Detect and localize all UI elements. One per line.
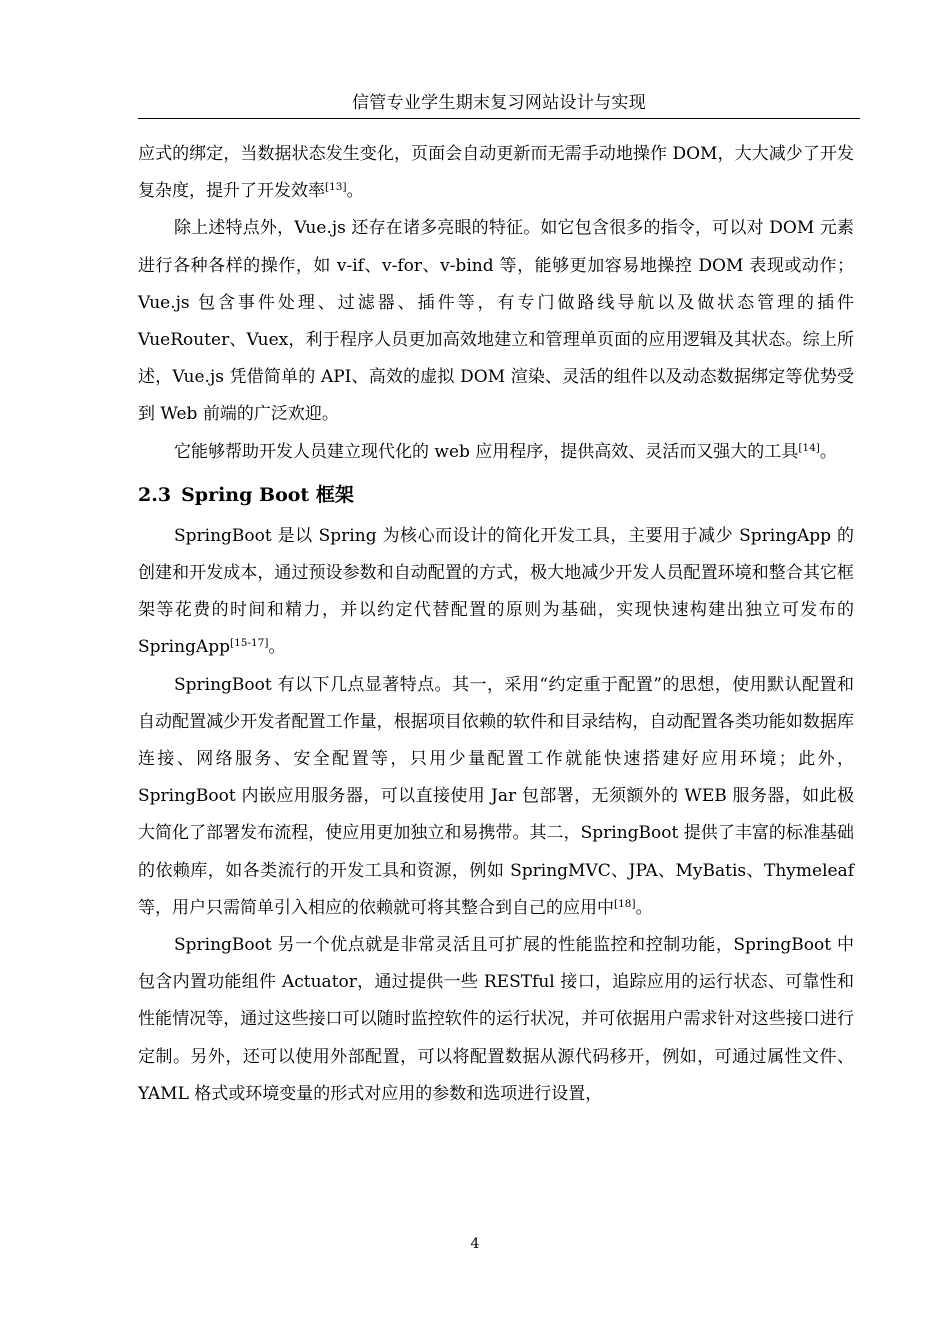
paragraph-vue-summary [138, 434, 854, 471]
section-title-zh: 框架 [315, 483, 354, 506]
paragraph-end: 。 [268, 637, 286, 658]
paragraph-text: SpringBoot 有以下几点显著特点。其一，采用“约定重于配置”的思想，使用默认配置和自动配置减少开发者配置工作量，根据项目依赖的软件和目录结构，自动配置各类功能如数据库连接、网络服务、安全配置等，只用少量配置工作就能快速搭建好应用环境；此外，SpringBoot 内嵌应用服务器，可以直接使用 Jar 包部署，无须额外的 WEB 服务器，如此极大简化了部署发布流程，使应用更加独立和易携带。其二，SpringBoot 提供了丰富的标准基础的依赖库，如各类流行的开发工具和资源，例如 SpringMVC、JPA、MyBatis、Thymeleaf 等，用户只需简单引入相应的依赖就可将其整合到自己的应用中 [138, 674, 854, 918]
paragraph-end: 。 [635, 897, 653, 918]
paragraph-text: SpringBoot 是以 Spring 为核心而设计的简化开发工具，主要用于减少 SpringApp 的创建和开发成本，通过预设参数和自动配置的方式，极大地减少开发人员配置环境和整合其它框架等花费的时间和精力，并以约定代替配置的原则为基础，实现快速构建出独立可发布的 SpringApp [138, 525, 854, 658]
paragraph-vue-binding-continued [138, 136, 854, 210]
paragraph-vue-features: 除上述特点外，Vue.js 还存在诸多亮眼的特征。如它包含很多的指令，可以对 DOM 元素进行各种各样的操作，如 v-if、v-for、v-bind 等，能够更加容易地操控 DOM 表现或动作；Vue.js 包含事件处理、过滤器、插件等，有专门做路线导航以及做状态管理的插件 VueRouter、Vuex，利于程序人员更加高效地建立和管理单页面的应用逻辑及其状态。综上所述，Vue.js 凭借简单的 API、高效的虚拟 DOM 渲染、灵活的组件以及动态数据绑定等优势受到 Web 前端的广泛欢迎。 [138, 218, 854, 425]
citation-13: [13] [325, 181, 347, 194]
citation-18: [18] [614, 897, 636, 910]
paragraph-end: 。 [819, 441, 837, 462]
section-heading-spring-boot [138, 477, 854, 513]
paragraph-springboot-features [138, 667, 854, 927]
section-title-latin: Spring Boot [181, 483, 310, 506]
citation-14: [14] [798, 441, 820, 454]
body-text [138, 136, 854, 1113]
header-rule [138, 118, 860, 119]
section-number: 2.3 [138, 483, 172, 506]
paragraph-end: 。 [346, 181, 364, 202]
paragraph-springboot-intro [138, 518, 854, 667]
citation-15-17: [15-17] [229, 637, 269, 650]
paragraph-springboot-monitoring: SpringBoot 另一个优点就是非常灵活且可扩展的性能监控和控制功能，SpringBoot 中包含内置功能组件 Actuator，通过提供一些 RESTful 接口，追踪应用的运行状态、可靠性和性能情况等，通过这些接口可以随时监控软件的运行状况，并可依据用户需求针对这些接口进行定制。另外，还可以使用外部配置，可以将配置数据从源代码移开，例如，可通过属性文件、YAML 格式或环境变量的形式对应用的参数和选项进行设置， [138, 935, 854, 1104]
paragraph-text: 应式的绑定，当数据状态发生变化，页面会自动更新而无需手动地操作 DOM，大大减少了开发复杂度，提升了开发效率 [138, 144, 854, 202]
page-number: 4 [470, 1236, 480, 1252]
paragraph-text: 它能够帮助开发人员建立现代化的 web 应用程序，提供高效、灵活而又强大的工具 [174, 441, 799, 462]
running-header: 信管专业学生期末复习网站设计与实现 [351, 93, 647, 113]
